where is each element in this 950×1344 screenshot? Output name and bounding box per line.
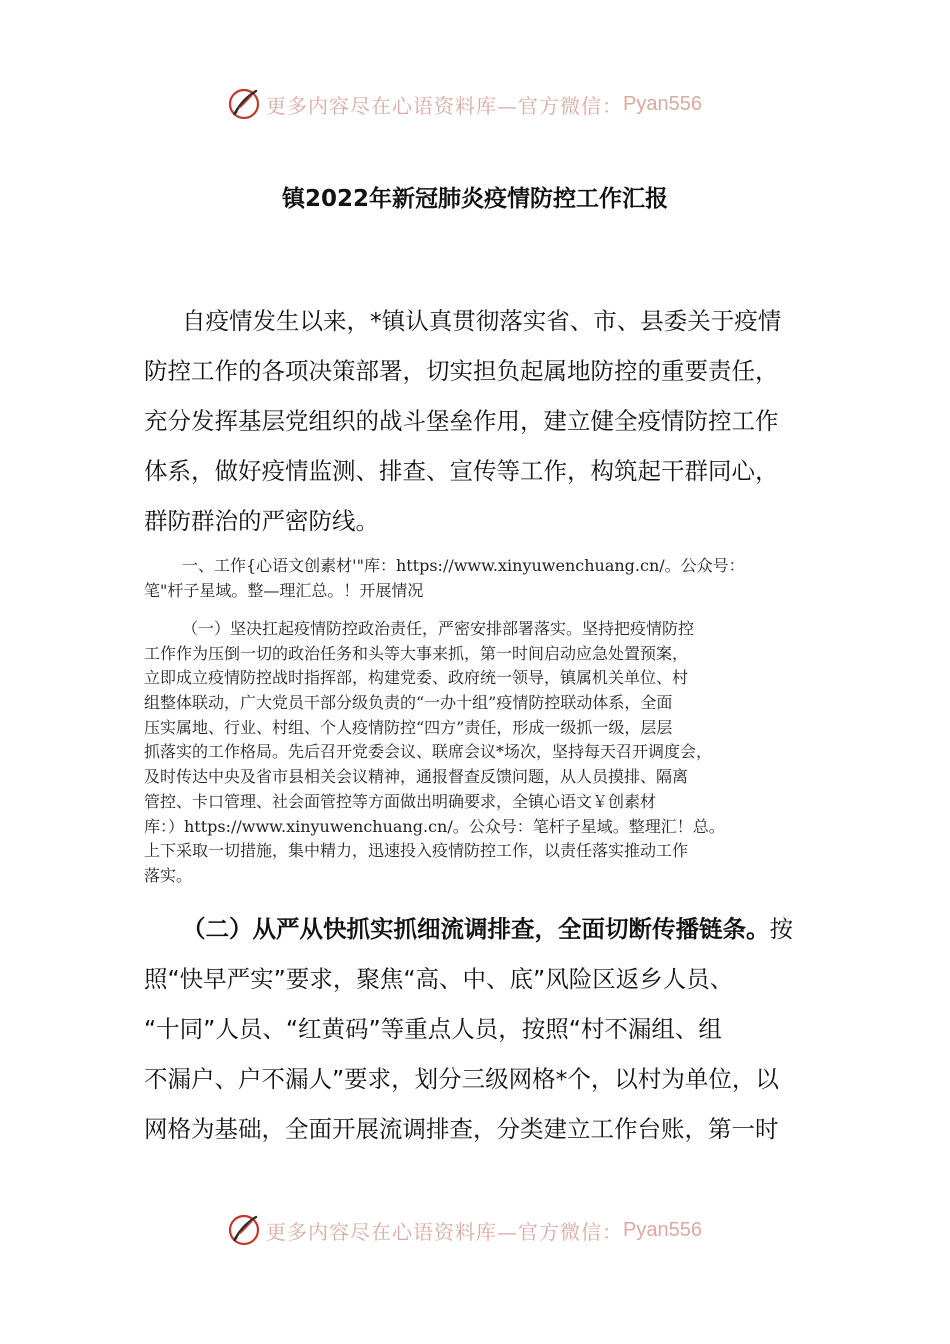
text-line: 组整体联动，广大党员干部分级负责的“一办十组”疫情防控联动体系，全面 [144, 693, 673, 713]
watermark-slogan: 更多内容尽在心语资料库—官方微信： [266, 93, 623, 118]
watermark-slogan: 更多内容尽在心语资料库—官方微信： [266, 1219, 623, 1244]
text-line: 防控工作的各项决策部署，切实担负起属地防控的重要责任， [144, 357, 779, 385]
document-title: 镇2022年新冠肺炎疫情防控工作汇报 [281, 186, 668, 212]
paragraph-responsibility [144, 617, 824, 889]
text-line: 照“快早严实”要求，聚焦“高、中、底”风险区返乡人员、 [144, 965, 734, 993]
text-line: 及时传达中央及省市县相关会议精神，通报督查反馈问题，从人员摸排、隔离 [144, 767, 689, 787]
text-line: 笔"杆子星域。整—理汇总。！开展情况 [144, 580, 424, 600]
subsection-heading: （二）从严从快抓实抓细流调排查，全面切断传播链条。 [182, 915, 770, 943]
paragraph-section-heading [144, 554, 824, 603]
paragraph-tracing [144, 904, 814, 1154]
text-line: 网格为基础，全面开展流调排查，分类建立工作台账，第一时 [144, 1115, 779, 1143]
text-line: 立即成立疫情防控战时指挥部，构建党委、政府统一领导，镇属机关单位、村 [144, 668, 689, 688]
text-line: 一、工作{心语文创素材'"库：https://www.xinyuwenchuang.cn/。公众号： [182, 556, 745, 575]
text-fragment: 按 [769, 915, 793, 943]
watermark-banner-bottom [226, 1210, 746, 1250]
quill-logo-icon [226, 1212, 262, 1248]
text-line: 上下采取一切措施，集中精力，迅速投入疫情防控工作，以责任落实推动工作 [144, 841, 689, 861]
text-line: “十同”人员、“红黄码”等重点人员，按照“村不漏组、组 [144, 1015, 722, 1043]
text-line: 抓落实的工作格局。先后召开党委会议、联席会议*场次，坚持每天召开调度会， [144, 742, 713, 762]
text-line: 压实属地、行业、村组、个人疫情防控“四方”责任，形成一级抓一级，层层 [144, 717, 673, 737]
text-line: 库：）https://www.xinyuwenchuang.cn/。公众号：笔杆子星域。整理汇！总。 [144, 816, 725, 836]
quill-logo-icon [226, 86, 262, 122]
paragraph-intro [144, 296, 814, 546]
text-line: 群防群治的严密防线。 [144, 507, 379, 535]
text-line: 落实。 [144, 865, 193, 885]
text-line: 自疫情发生以来，*镇认真贯彻落实省、市、县委关于疫情 [182, 307, 782, 335]
text-line: 管控、卡口管理、社会面管控等方面做出明确要求，全镇心语文￥创素材 [144, 791, 657, 811]
text-line: 充分发挥基层党组织的战斗堡垒作用，建立健全疫情防控工作 [144, 407, 779, 435]
text-line: 体系，做好疫情监测、排查、宣传等工作，构筑起干群同心， [144, 457, 779, 485]
text-line: 不漏户、户不漏人”要求，划分三级网格*个，以村为单位，以 [144, 1065, 779, 1093]
watermark-banner-top [226, 84, 746, 124]
watermark-handle: Pyan556 [623, 1218, 702, 1241]
text-line: （一）坚决扛起疫情防控政治责任，严密安排部署落实。坚持把疫情防控 [182, 619, 695, 638]
text-line: 工作作为压倒一切的政治任务和头等大事来抓，第一时间启动应急处置预案， [144, 643, 689, 663]
text-line [144, 904, 814, 954]
watermark-handle: Pyan556 [623, 92, 702, 115]
